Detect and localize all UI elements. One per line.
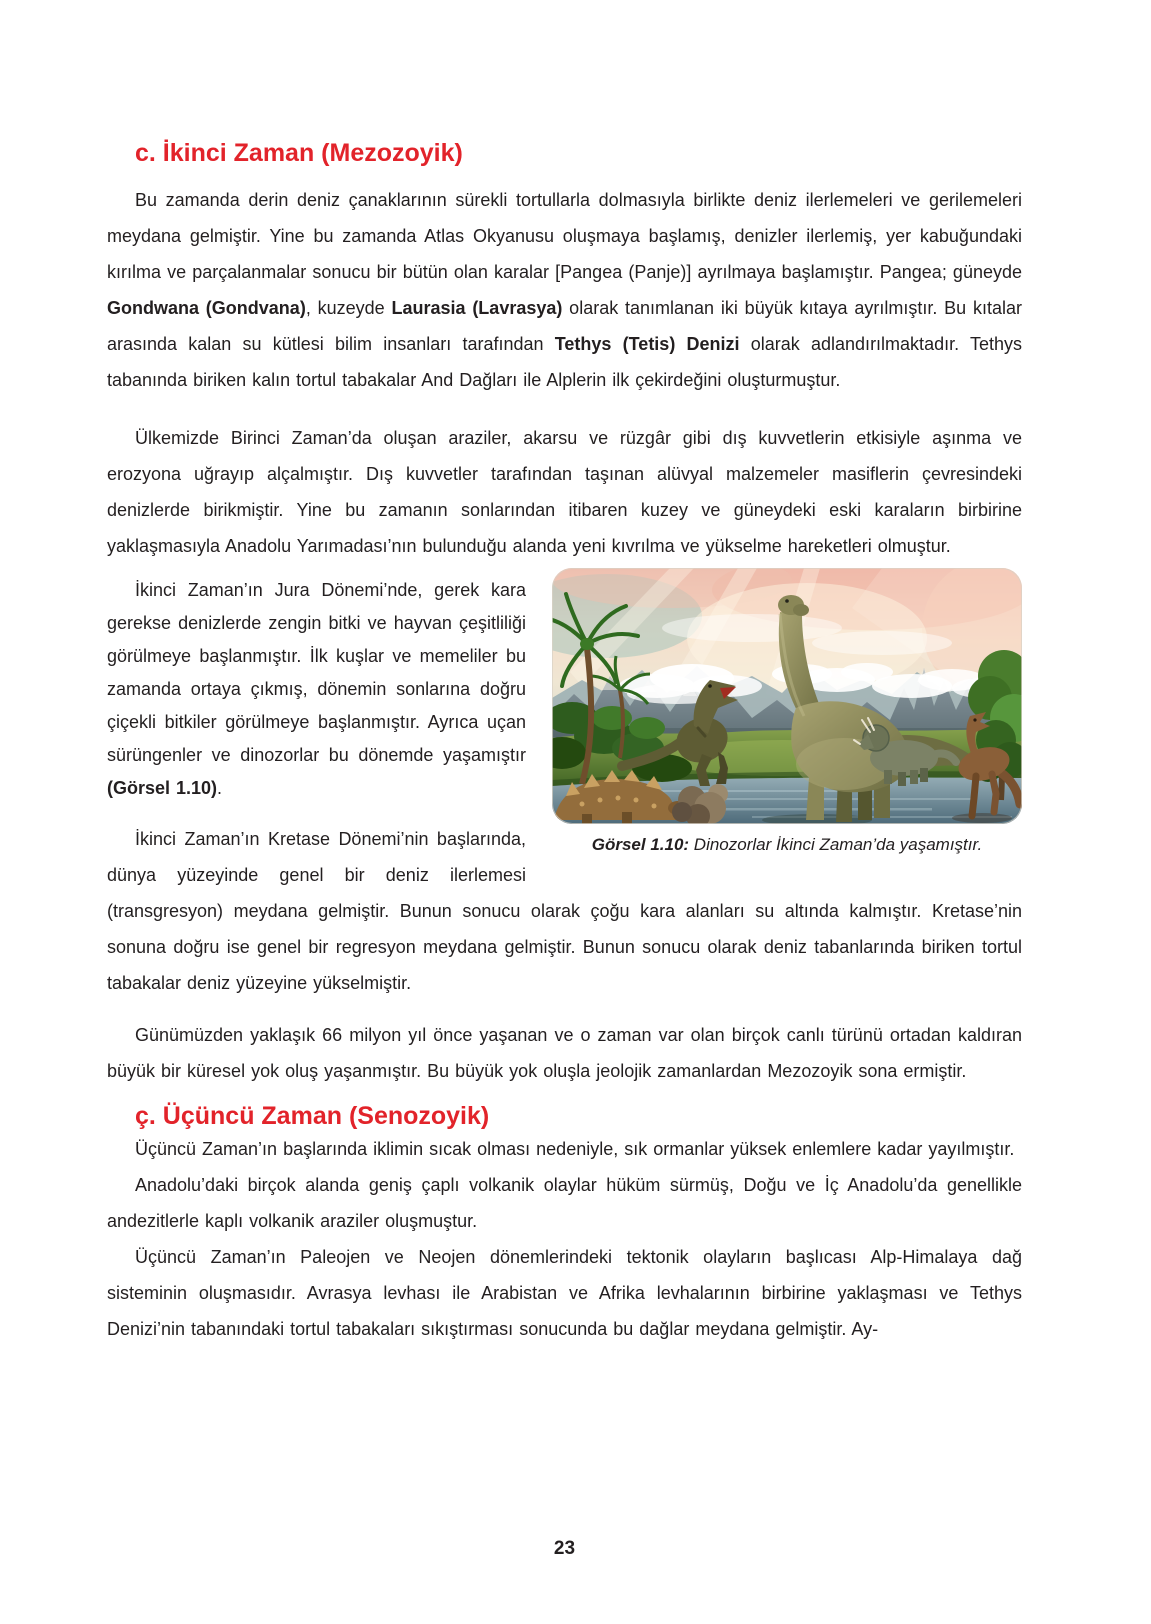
bold-text-run: (Görsel 1.10) — [107, 778, 218, 798]
section-heading-mezozoyik: c. İkinci Zaman (Mezozoyik) — [135, 139, 463, 167]
bold-text-run: Gondwana (Gondvana) — [107, 298, 306, 318]
text-run: Bu zamanda derin deniz çanaklarının sürekli tortullarla dolmasıyla birlikte deniz ilerlemeleri ve gerilemeleri meydana gelmiştir. Yine bu zamanda Atlas Okyanusu oluşmaya başlamış, denizler ilerlemiş, yer kabuğundaki kırılma ve parçalanmalar sonucu bir bütün olan karalar [Pangea (Panje)] ayrılmaya başlamıştır. Pangea; güneyde — [107, 190, 1022, 282]
paragraph-yokolus: Günümüzden yaklaşık 66 milyon yıl önce yaşanan ve o zaman var olan birçok canlı türünü ortadan kaldıran büyük bir küresel yok oluş yaşanmıştır. Bu büyük yok oluşla jeolojik zamanlardan Mezozoyik sona ermiştir. — [107, 1025, 1022, 1081]
text-run: İkinci Zaman’ın Jura Dönemi’nde, gerek kara gerekse denizlerde zengin bitki ve hayvan çeşitliliği görülmeye başlanmıştır. İlk kuşlar ve memeliler bu zamanda ortaya çıkmış, dönemin sonlarına doğru çiçekli bitkiler görülmeye başlanmıştır. Ayrıca uçan sürüngenler ve dinozorlar bu dönemde yaşamıştır — [107, 580, 526, 765]
text-run: , kuzeyde — [305, 298, 392, 318]
jura-figure-section — [107, 574, 1022, 1001]
dinosaurs-image — [552, 568, 1022, 824]
paragraph-kretase: İkinci Zaman’ın Kretase Dönemi’nin başlarında, dünya yüzeyinde genel bir deniz ilerlemesi (transgresyon) meydana gelmiştir. Bunun sonucu olarak çoğu kara alanları su altında kalmıştır. Kretase’nin sonuna doğru ise genel bir regresyon meydana gelmiştir. Bunun sonucu olarak deniz tabanlarında biriken tortul tabakalar deniz yüzeyine yükselmiştir. — [107, 829, 1022, 993]
figure-caption-text: Dinozorlar İkinci Zaman’da yaşamıştır. — [693, 835, 983, 854]
figure-caption — [552, 834, 1022, 856]
bold-text-run: Tethys (Tetis) Denizi — [554, 334, 740, 354]
text-run: olarak tanımlanan iki büyük kıtaya ayrılmıştır. Bu kıtalar arasında kalan su kütlesi bilim insanları tarafından — [107, 298, 1022, 354]
paragraph-mezozoyik-1 — [107, 182, 1022, 398]
text-run: . — [217, 778, 223, 798]
paragraph-senozoyik-1: Üçüncü Zaman’ın başlarında iklimin sıcak olması nedeniyle, sık ormanlar yüksek enlemlere kadar yayılmıştır. — [135, 1139, 1015, 1159]
figure-caption-label: Görsel 1.10: — [591, 835, 694, 854]
page-content — [107, 0, 1022, 1347]
bold-text-run: Laurasia (Lavrasya) — [391, 298, 563, 318]
text-run: olarak adlandırılmaktadır. Tethys tabanında biriken kalın tortul tabakalar And Dağları ile Alplerin ilk çekirdeğini oluşturmuştur. — [107, 334, 1023, 390]
dinosaur-figure — [552, 568, 1022, 856]
paragraph-senozoyik-2: Anadolu’daki birçok alanda geniş çaplı volkanik olaylar hüküm sürmüş, Doğu ve İç Anadolu’da genellikle andezitlerle kaplı volkanik araziler oluşmuştur. — [107, 1175, 1022, 1231]
section-heading-senozoyik: ç. Üçüncü Zaman (Senozoyik) — [135, 1102, 490, 1130]
paragraph-senozoyik-3: Üçüncü Zaman’ın Paleojen ve Neojen dönemlerindeki tektonik olayların başlıcası Alp-Himalaya dağ sisteminin oluşmasıdır. Avrasya levhası ile Arabistan ve Afrika levhalarının birbirine yaklaşması ve Tethys Denizi’nin tabanındaki tortul tabakaları sıkıştırması sonucunda bu dağlar meydana gelmiştir. Ay- — [107, 1247, 1022, 1339]
paragraph-mezozoyik-2: Ülkemizde Birinci Zaman’da oluşan araziler, akarsu ve rüzgâr gibi dış kuvvetlerin etkisiyle aşınma ve erozyona uğrayıp alçalmıştır. Dış kuvvetler tarafından taşınan alüvyal malzemeler masiflerin çevresindeki denizlerde birikmiştir. Yine bu zamanın sonlarından itibaren kuzey ve güneydeki eski karaların birbirine yaklaşmasıyla Anadolu Yarımadası’nın bulunduğu alanda yeni kıvrılma ve yükselme hareketleri olmuştur. — [107, 428, 1022, 556]
page-number: 23 — [553, 1538, 576, 1559]
